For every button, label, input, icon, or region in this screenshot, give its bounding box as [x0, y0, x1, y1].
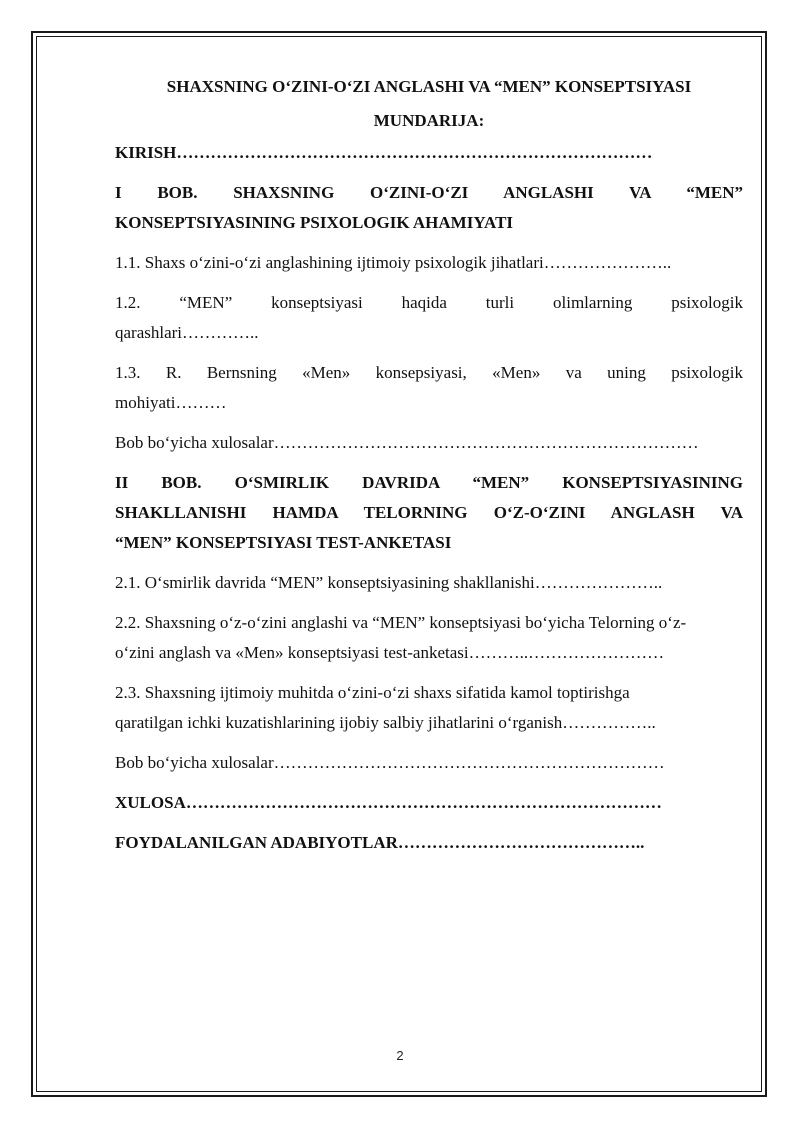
toc-intro: KIRISH………………………………………………………………………… [115, 143, 653, 162]
toc-chapter-2-conclusion: Bob bo‘yicha xulosalar…………………………………………………………… [115, 753, 665, 772]
document-title: SHAXSNING O‘ZINI-O‘ZI ANGLASHI VA “MEN” KONSEPTSIYASI [166, 77, 692, 96]
toc-section-1-3 [115, 358, 743, 418]
toc-chapter-1-line2: KONSEPTSIYASINING PSIXOLOGIK AHAMIYATI [115, 213, 514, 232]
toc-chapter-2-line1: II BOB. O‘SMIRLIK DAVRIDA “MEN” KONSEPTSIYASINING [115, 473, 743, 492]
toc-section-1-2 [115, 288, 743, 348]
toc-section-2-2-line2: o‘zini anglash va «Men» konseptsiyasi test-anketasi………..…………………… [115, 643, 665, 662]
toc-chapter-2 [115, 468, 743, 558]
toc-chapter-2-line2: SHAKLLANISHI HAMDA TELORNING O‘Z-O‘ZINI ANGLASH VA [115, 503, 743, 522]
toc-section-1-2-line1: 1.2. “MEN” konseptsiyasi haqida turli olimlarning psixologik [115, 293, 743, 312]
toc-section-2-3 [115, 678, 743, 738]
toc-section-1-2-line2: qarashlari………….. [115, 323, 259, 342]
toc-section-1-3-line1: 1.3. R. Bernsning «Men» konsepsiyasi, «Men» va uning psixologik [115, 363, 743, 382]
toc-section-2-2-line1: 2.2. Shaxsning o‘z-o‘zini anglashi va “MEN” konseptsiyasi bo‘yicha Telorning o‘z- [115, 613, 687, 632]
toc-section-2-3-line2: qaratilgan ichki kuzatishlarining ijobiy salbiy jihatlarini o‘rganish…………….. [115, 713, 656, 732]
toc-section-1-1: 1.1. Shaxs o‘zini-o‘zi anglashining ijtimoiy psixologik jihatlari………………….. [115, 253, 672, 272]
page-number: 2 [396, 1048, 404, 1063]
toc-chapter-1-line1: I BOB. SHAXSNING O‘ZINI-O‘ZI ANGLASHI VA “MEN” [115, 183, 743, 202]
toc-chapter-2-line3: “MEN” KONSEPTSIYASI TEST-ANKETASI [115, 533, 452, 552]
toc-section-2-1: 2.1. O‘smirlik davrida “MEN” konseptsiyasining shakllanishi………………….. [115, 573, 663, 592]
document-body [115, 70, 743, 858]
toc-section-2-3-line1: 2.3. Shaxsning ijtimoiy muhitda o‘zini-o‘zi shaxs sifatida kamol toptirishga [115, 683, 630, 702]
toc-section-1-3-line2: mohiyati……… [115, 393, 227, 412]
toc-references: FOYDALANILGAN ADABIYOTLAR…………………………………….. [115, 833, 645, 852]
toc-section-2-2 [115, 608, 743, 668]
contents-heading: MUNDARIJA: [373, 111, 485, 130]
toc-conclusion: XULOSA………………………………………………………………………… [115, 793, 662, 812]
toc-chapter-1 [115, 178, 743, 238]
toc-chapter-1-conclusion: Bob bo‘yicha xulosalar………………………………………………………………… [115, 433, 699, 452]
